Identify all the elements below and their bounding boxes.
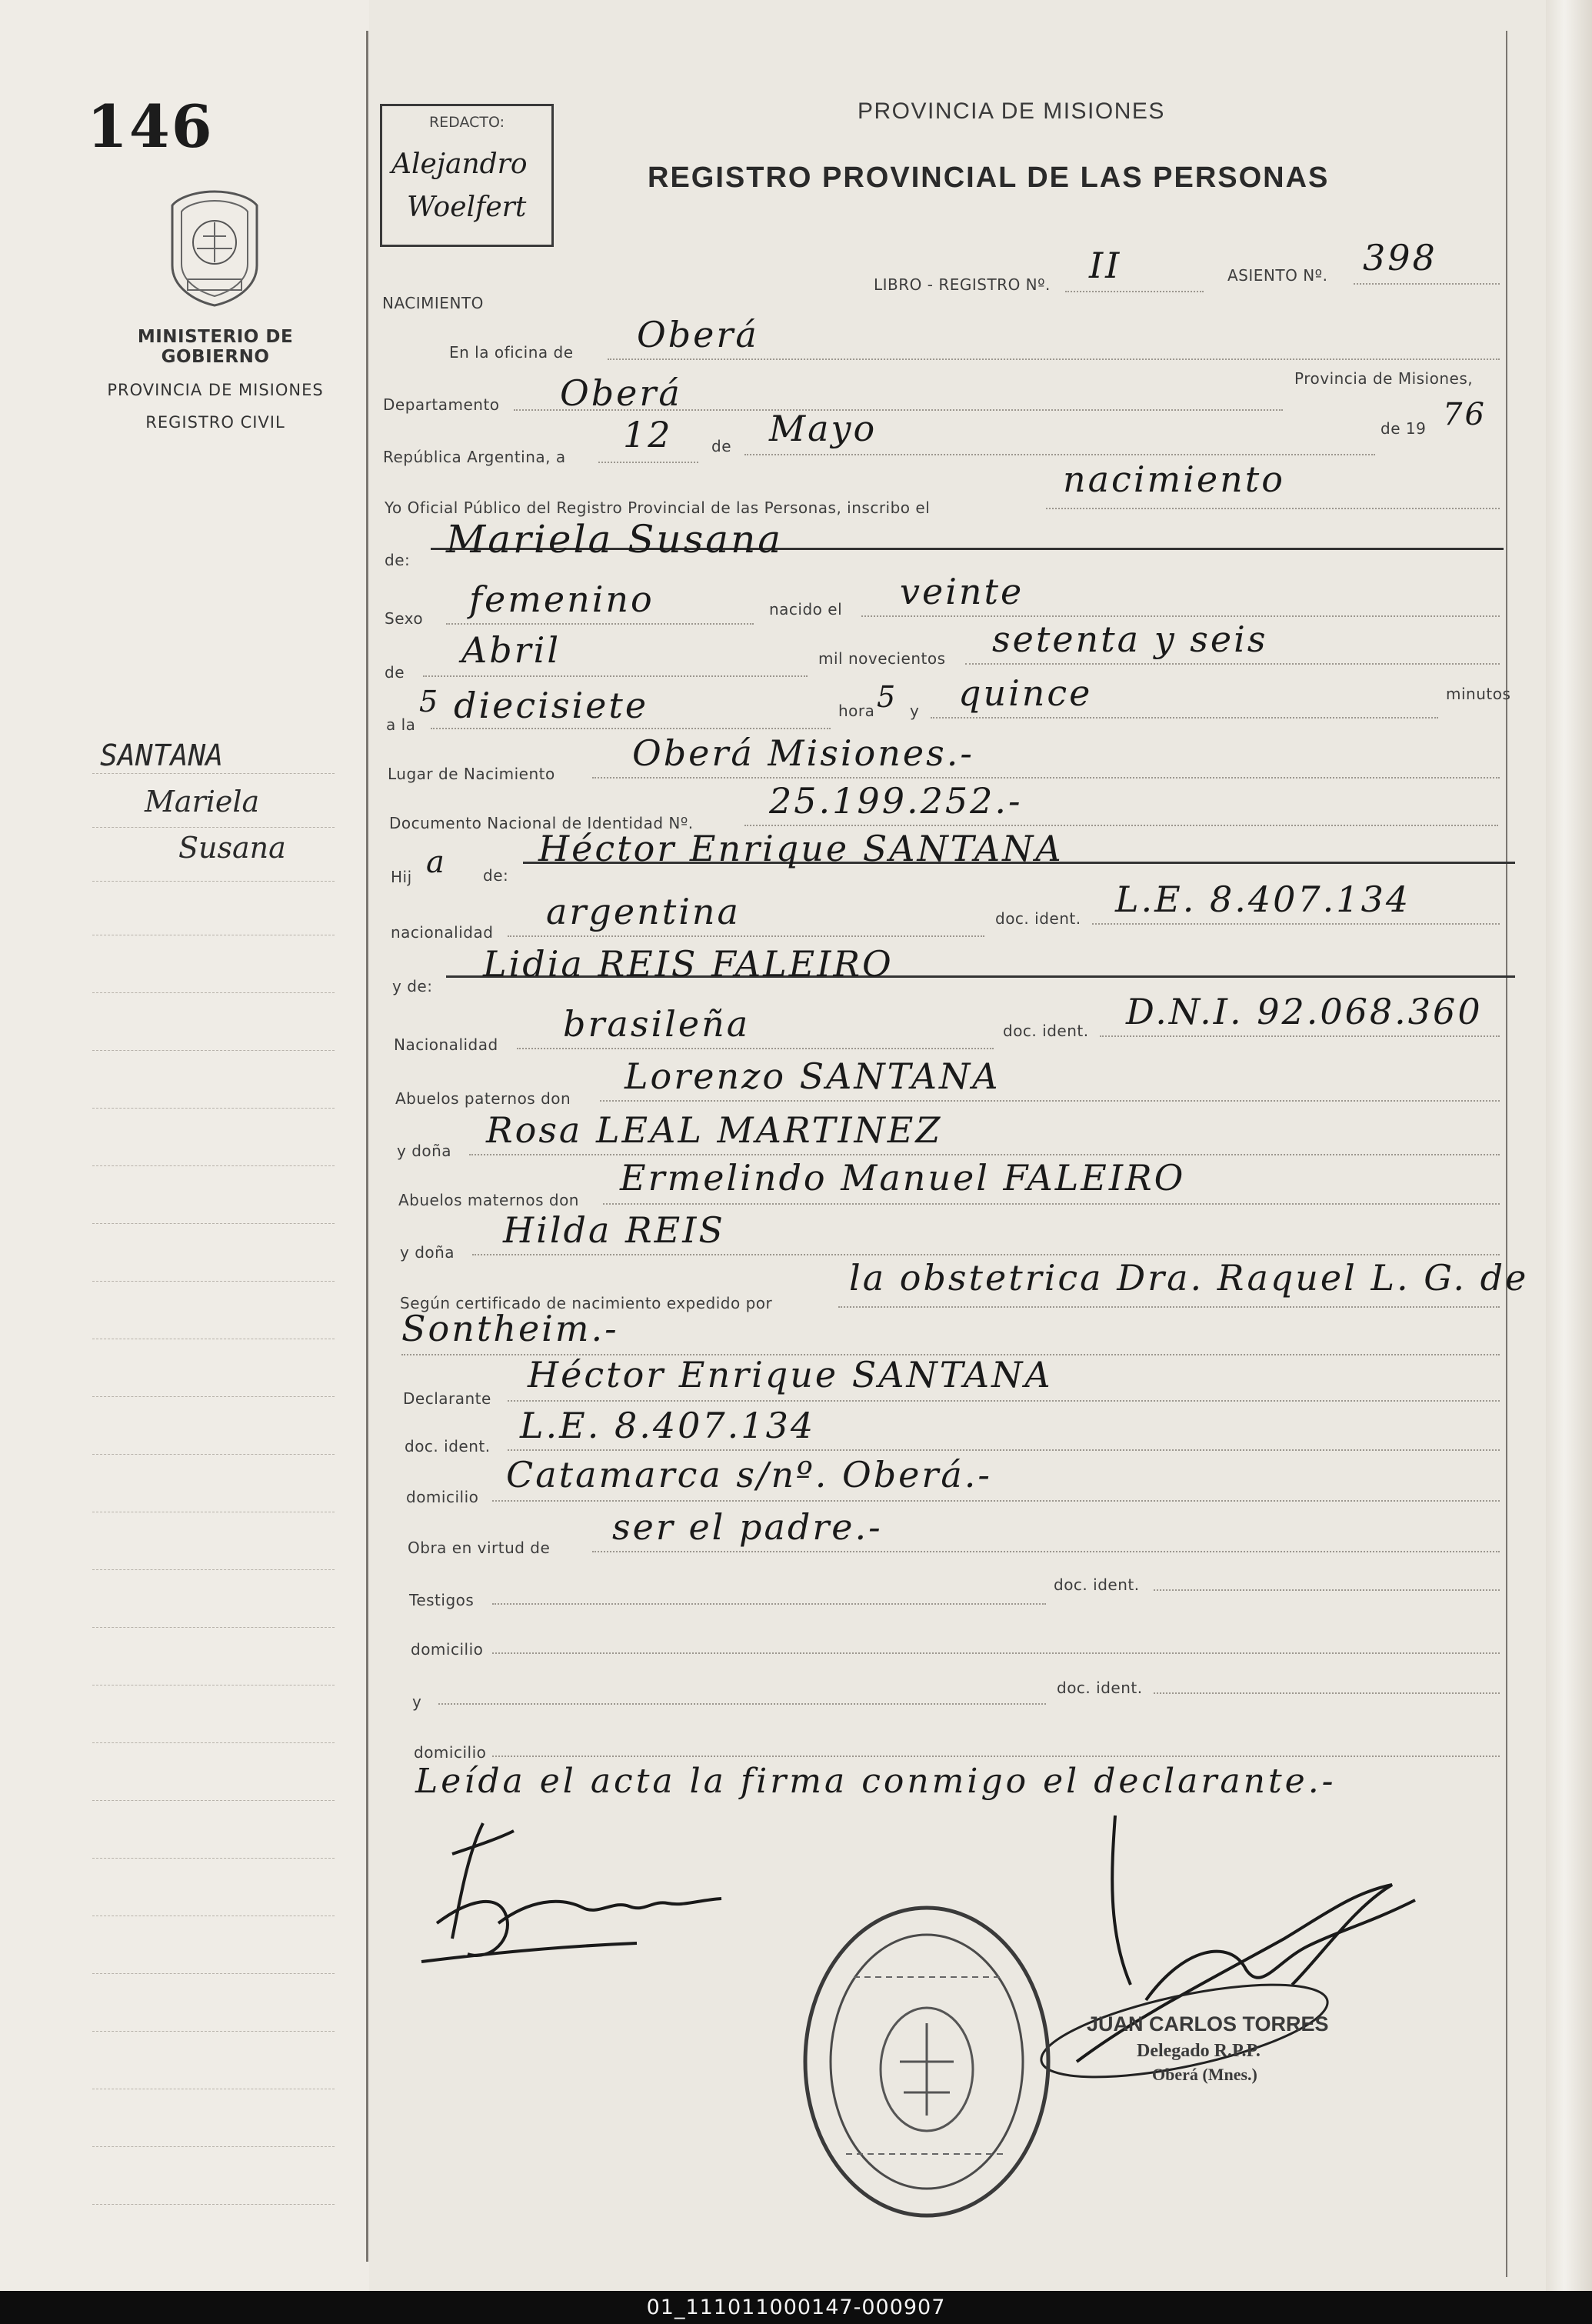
ruled-line [92,1800,335,1801]
label-domicilio3: domicilio [414,1743,487,1762]
dotted-line [744,454,1375,455]
value-dia: 12 [623,414,673,455]
value-declarante-doc: L.E. 8.407.134 [520,1405,816,1446]
ruled-line [92,1223,335,1224]
dotted-line [423,675,808,677]
label-asiento: ASIENTO Nº. [1227,266,1328,285]
value-oficina: Oberá [637,314,759,355]
page-edge [1546,0,1592,2291]
ruled-line [92,1108,335,1109]
dotted-line [603,1203,1500,1205]
margin-rule [366,31,368,2262]
value-madre-doc: D.N.I. 92.068.360 [1126,991,1483,1032]
label-hora: hora [838,702,875,720]
value-anio: 76 [1443,397,1487,432]
label-abuelos-pat: Abuelos paternos don [395,1089,571,1108]
value-certificado2: Sontheim.- [401,1308,619,1349]
label-declarante: Declarante [403,1389,491,1408]
header-title: REGISTRO PROVINCIAL DE LAS PERSONAS [648,162,1330,194]
ruled-line [92,1742,335,1743]
dotted-line [592,777,1500,779]
dotted-line [1092,923,1500,925]
value-mes: Mayo [769,408,878,449]
header-province: PROVINCIA DE MISIONES [858,98,1165,124]
provincial-seal-icon [165,188,265,308]
value-minutos: quince [958,672,1093,714]
redacto-name [391,143,528,229]
dotted-line [608,358,1500,360]
registry-seal-icon [800,1900,1054,2223]
footer-id: 01_111011000147-000907 [646,2296,946,2319]
label-sexo: Sexo [385,609,424,628]
margin-note-name2: Susana [178,831,286,865]
label-de-19: de 19 [1381,419,1427,438]
dotted-line [469,1154,1500,1155]
label-nacimiento: NACIMIENTO [382,294,484,312]
dotted-line [1154,1692,1500,1694]
label-docident4: doc. ident. [1054,1575,1140,1594]
label-de2: de: [385,551,411,569]
ruled-line [92,1165,335,1166]
label-de3: de [385,663,405,682]
dotted-line [1154,1589,1500,1591]
dotted-line [1354,283,1500,285]
value-abuelo-mat: Ermelindo Manuel FALEIRO [620,1157,1186,1199]
value-obra: ser el padre.- [612,1506,883,1548]
value-libro: II [1089,245,1122,286]
redacto-label: REDACTO: [428,114,505,131]
label-documento: Documento Nacional de Identidad Nº. [389,814,694,832]
ruled-line [92,827,335,828]
dotted-line [1065,291,1204,292]
value-madre: Lidia REIS FALEIRO [483,943,894,985]
label-docident2: doc. ident. [1003,1022,1089,1040]
dotted-line [592,1551,1500,1552]
label-provincia: Provincia de Misiones, [1294,369,1474,388]
label-obra: Obra en virtud de [408,1539,551,1557]
dotted-line [438,1703,1046,1705]
ruled-line [92,992,335,993]
ruled-line [92,1973,335,1974]
value-padre-nac: argentina [546,891,741,932]
redacto-box [380,104,554,247]
label-lugar: Lugar de Nacimiento [388,765,555,783]
label-libro: LIBRO - REGISTRO Nº. [874,275,1051,294]
dotted-line [965,663,1500,665]
ruled-line [92,1627,335,1628]
label-republica: República Argentina, a [383,448,566,466]
value-nacido-anio: setenta y seis [992,619,1268,660]
dotted-line [600,1100,1500,1102]
stamp-officer-name: JUAN CARLOS TORRES [1087,2012,1329,2036]
province-name: PROVINCIA DE MISIONES [107,381,324,399]
value-asiento: 398 [1363,237,1437,278]
label-de4: de: [483,866,509,885]
ruled-line [92,1569,335,1570]
dotted-line [492,1756,1500,1757]
dotted-line [931,717,1438,719]
label-ydona2: y doña [400,1243,455,1262]
label-mil: mil novecientos [818,649,946,668]
value-declarante: Héctor Enrique SANTANA [528,1354,1053,1395]
value-inscribo: nacimiento [1063,458,1285,500]
label-yo-oficial: Yo Oficial Público del Registro Provincial de las Personas, inscribo el [385,498,931,517]
label-y: y [910,702,920,720]
ruled-line [92,1858,335,1859]
stamp-officer-place: Oberá (Mnes.) [1152,2065,1257,2084]
ruled-line [92,2146,335,2147]
value-padre: Héctor Enrique SANTANA [538,828,1064,869]
dotted-line [508,1449,1500,1451]
margin-note-surname: SANTANA [100,739,224,772]
dotted-line [508,935,984,937]
dotted-line [861,615,1500,617]
value-madre-nac: brasileña [563,1003,751,1045]
ruled-line [92,1396,335,1397]
label-docident5: doc. ident. [1057,1679,1143,1697]
ruled-line [92,2204,335,2205]
ruled-line [92,881,335,882]
dotted-line [492,1603,1046,1605]
dotted-line [598,462,698,463]
label-docident: doc. ident. [995,909,1081,928]
dotted-line [1046,508,1500,509]
label-docident3: doc. ident. [405,1437,491,1455]
label-ydona: y doña [397,1142,452,1160]
redacto-name-line1: Alejandro [391,148,528,180]
dotted-line [744,825,1498,826]
label-nacionalidad: nacionalidad [391,923,494,942]
value-departamento: Oberá [560,372,682,414]
value-hora: diecisiete [454,685,649,726]
value-domicilio: Catamarca s/nº. Oberá.- [506,1454,992,1495]
ruled-line [92,1050,335,1051]
dotted-line [508,1400,1500,1402]
label-yde: y de: [392,977,433,995]
value-dni: 25.199.252.- [769,780,1023,822]
value-abuelo-pat: Lorenzo SANTANA [624,1055,1001,1097]
value-hora-pre: 5 [419,685,441,719]
redacto-name-line2: Woelfert [407,192,527,223]
label-segun: Según certificado de nacimiento expedido por [400,1294,773,1312]
label-minutos: minutos [1446,685,1511,703]
label-domicilio: domicilio [406,1488,479,1506]
ruled-line [92,2031,335,2032]
label-nacido: nacido el [769,600,843,619]
label-y2: y [412,1692,422,1711]
value-nacido-dia: veinte [900,571,1024,612]
stamp-officer-role: Delegado R.P.P. [1137,2041,1261,2061]
dotted-line [838,1306,1500,1308]
value-hora-num: 5 [877,680,898,714]
value-padre-doc: L.E. 8.407.134 [1115,879,1411,920]
label-abuelos-mat: Abuelos maternos don [398,1191,579,1209]
label-oficina: En la oficina de [449,343,574,362]
margin-note-name1: Mariela [145,785,260,819]
dotted-line [431,728,831,729]
label-domicilio2: domicilio [411,1640,484,1659]
label-ala: a la [386,715,416,734]
value-sexo: femenino [469,578,654,620]
ministry-name: MINISTERIO DE GOBIERNO [137,327,294,367]
value-abuela-pat: Rosa LEAL MARTINEZ [486,1109,943,1151]
label-nacionalidad2: Nacionalidad [394,1035,498,1054]
label-departamento: Departamento [383,395,500,414]
ruled-line [92,1454,335,1455]
label-hij: Hij [391,868,412,886]
value-certificado: la obstetrica Dra. Raquel L. G. de [849,1257,1529,1299]
page-number: 146 [87,92,214,161]
value-nacido-mes: Abril [461,629,561,671]
dotted-line [517,1048,994,1049]
value-lugar: Oberá Misiones.- [632,732,974,774]
ministry-block [85,327,346,432]
value-cierre: Leída el acta la firma conmigo el declarante.- [415,1762,1337,1801]
value-nombre: Mariela Susana [446,517,784,562]
right-border-rule [1506,31,1507,2277]
dotted-line [446,623,754,625]
declarant-signature-icon [406,1808,752,1985]
dotted-line [1100,1035,1500,1037]
label-de: de [711,437,731,455]
dotted-line [472,1254,1500,1255]
footer-bar [0,2291,1592,2324]
label-testigos: Testigos [409,1591,475,1609]
value-hij: a [426,845,447,880]
ruled-line [92,773,335,774]
ruled-line [92,1281,335,1282]
dotted-line [492,1500,1500,1502]
dotted-line [492,1652,1500,1654]
value-abuela-mat: Hilda REIS [503,1209,725,1251]
office-name: REGISTRO CIVIL [145,413,285,432]
